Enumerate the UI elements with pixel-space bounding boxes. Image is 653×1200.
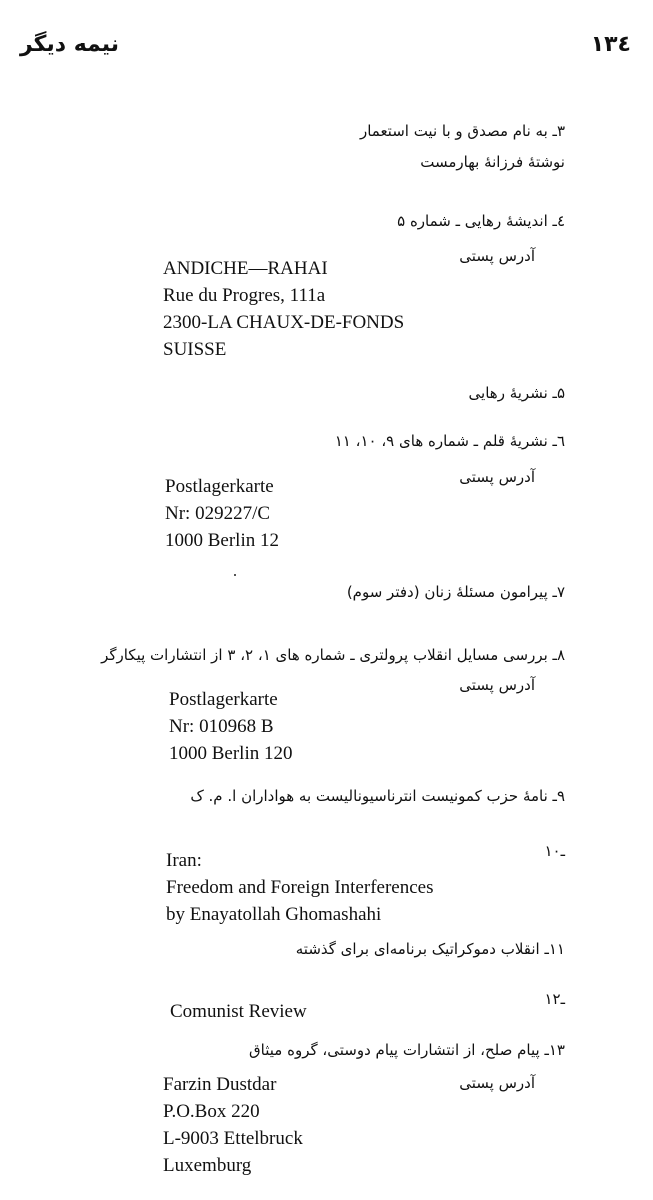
item-8-postal-label: آدرس پستی	[459, 676, 535, 694]
address-line: 1000 Berlin 120	[169, 743, 293, 764]
item-13-postal-label: آدرس پستی	[459, 1074, 535, 1092]
item-13-address	[163, 1071, 303, 1179]
address-line: Rue du Progres, 111a	[163, 285, 326, 306]
text-line: Iran:	[166, 850, 202, 871]
item-4-title: ٤ـ اندیشهٔ رهایی ـ شماره ۵	[397, 212, 565, 230]
text-line: Freedom and Foreign Interferences	[166, 877, 434, 898]
address-line: P.O.Box 220	[163, 1101, 260, 1122]
text-line: by Enayatollah Ghomashahi	[166, 904, 382, 925]
page-number: ۱۳٤	[590, 32, 631, 57]
item-5-title: ۵ـ نشریهٔ رهایی	[468, 384, 565, 402]
speck	[234, 574, 236, 576]
address-line: L-9003 Ettelbruck	[163, 1128, 303, 1149]
address-line: Nr: 029227/C	[165, 503, 271, 524]
item-3-title: ۳ـ به نام مصدق و با نیت استعمار	[359, 122, 565, 140]
item-3-author: نوشتهٔ فرزانهٔ بهارمست	[420, 153, 565, 171]
item-6-postal-label: آدرس پستی	[459, 468, 535, 486]
item-8-title: ۸ـ بررسی مسایل انقلاب پرولتری ـ شماره های ۱، ۲، ۳ از انتشارات پیکارگر	[101, 646, 565, 664]
item-10-number: ـ۱۰	[544, 842, 565, 860]
address-line: Nr: 010968 B	[169, 716, 274, 737]
item-13-title: ۱۳ـ پیام صلح، از انتشارات پیام دوستی، گروه میثاق	[249, 1041, 565, 1059]
item-8-address	[169, 686, 293, 767]
address-line: Farzin Dustdar	[163, 1074, 277, 1095]
item-6-title: ٦ـ نشریهٔ قلم ـ شماره های ۹، ۱۰، ۱۱	[334, 432, 565, 450]
address-line: SUISSE	[163, 339, 227, 360]
item-4-address	[163, 255, 404, 363]
page-title: نیمه دیگر	[20, 32, 120, 57]
address-line: Postlagerkarte	[165, 476, 274, 497]
item-12-text: Comunist Review	[170, 1001, 307, 1022]
item-12-number: ـ۱۲	[544, 990, 565, 1008]
address-line: ANDICHE—RAHAI	[163, 258, 328, 279]
address-line: Luxemburg	[163, 1155, 252, 1176]
item-9-title: ۹ـ نامهٔ حزب کمونیست انترناسیونالیست به هواداران ا. م. ک	[190, 787, 565, 805]
item-6-address	[165, 473, 279, 554]
address-line: 1000 Berlin 12	[165, 530, 279, 551]
item-10-text	[166, 847, 433, 928]
address-line: 2300-LA CHAUX-DE-FONDS	[163, 312, 405, 333]
address-line: Postlagerkarte	[169, 689, 278, 710]
item-4-postal-label: آدرس پستی	[459, 247, 535, 265]
item-11-title: ۱۱ـ انقلاب دموکراتیک برنامه‌ای برای گذشته	[295, 940, 565, 958]
item-7-title: ۷ـ پیرامون مسئلهٔ زنان (دفتر سوم)	[346, 583, 565, 601]
